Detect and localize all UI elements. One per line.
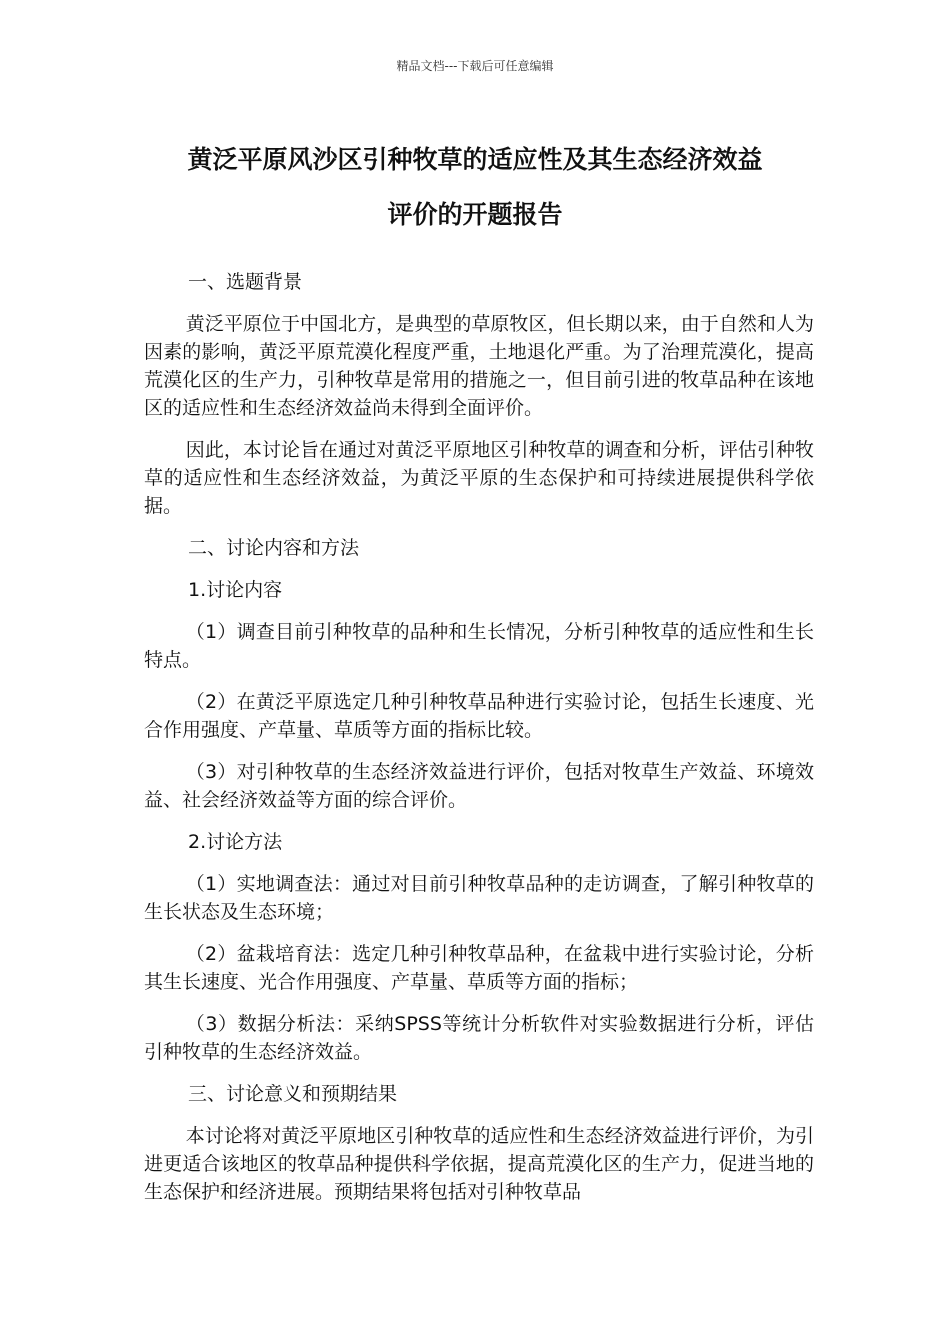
list-item: （2）在黄泛平原选定几种引种牧草品种进行实验讨论，包括生长速度、光合作用强度、产草量、草质等方面的指标比较。 bbox=[144, 691, 814, 741]
paragraph: 黄泛平原位于中国北方，是典型的草原牧区，但长期以来，由于自然和人为因素的影响，黄泛平原荒漠化程度严重，土地退化严重。为了治理荒漠化，提高荒漠化区的生产力，引种牧草是常用的措施之一，但目前引进的牧草品种在该地区的适应性和生态经济效益尚未得到全面评价。 bbox=[144, 313, 814, 419]
paragraph: 因此，本讨论旨在通过对黄泛平原地区引种牧草的调查和分析，评估引种牧草的适应性和生态经济效益，为黄泛平原的生态保护和可持续进展提供科学依据。 bbox=[144, 439, 814, 517]
section-heading-background: 一、选题背景 bbox=[188, 271, 303, 293]
subsection-heading-content: 1.讨论内容 bbox=[188, 579, 283, 601]
list-item: （3）数据分析法：采纳SPSS等统计分析软件对实验数据进行分析，评估引种牧草的生态经济效益。 bbox=[144, 1013, 814, 1063]
section-heading-significance: 三、讨论意义和预期结果 bbox=[188, 1083, 398, 1105]
title-line-1: 黄泛平原风沙区引种牧草的适应性及其生态经济效益 bbox=[187, 145, 763, 174]
paragraph: 本讨论将对黄泛平原地区引种牧草的适应性和生态经济效益进行评价，为引进更适合该地区的牧草品种提供科学依据，提高荒漠化区的生产力，促进当地的生态保护和经济进展。预期结果将包括对引种牧草品 bbox=[144, 1125, 814, 1203]
list-item: （2）盆栽培育法：选定几种引种牧草品种，在盆栽中进行实验讨论，分析其生长速度、光合作用强度、产草量、草质等方面的指标； bbox=[144, 943, 814, 993]
subsection-heading-methods: 2.讨论方法 bbox=[188, 831, 283, 853]
page-header: 精品文档---下载后可任意编辑 bbox=[396, 59, 554, 73]
list-item: （1）实地调查法：通过对目前引种牧草品种的走访调查，了解引种牧草的生长状态及生态环境； bbox=[144, 873, 814, 923]
title-line-2: 评价的开题报告 bbox=[387, 200, 563, 229]
list-item: （1）调查目前引种牧草的品种和生长情况，分析引种牧草的适应性和生长特点。 bbox=[144, 621, 814, 671]
document-body bbox=[144, 268, 814, 1220]
section-heading-content-methods: 二、讨论内容和方法 bbox=[188, 537, 360, 559]
list-item: （3）对引种牧草的生态经济效益进行评价，包括对牧草生产效益、环境效益、社会经济效益等方面的综合评价。 bbox=[144, 761, 814, 811]
